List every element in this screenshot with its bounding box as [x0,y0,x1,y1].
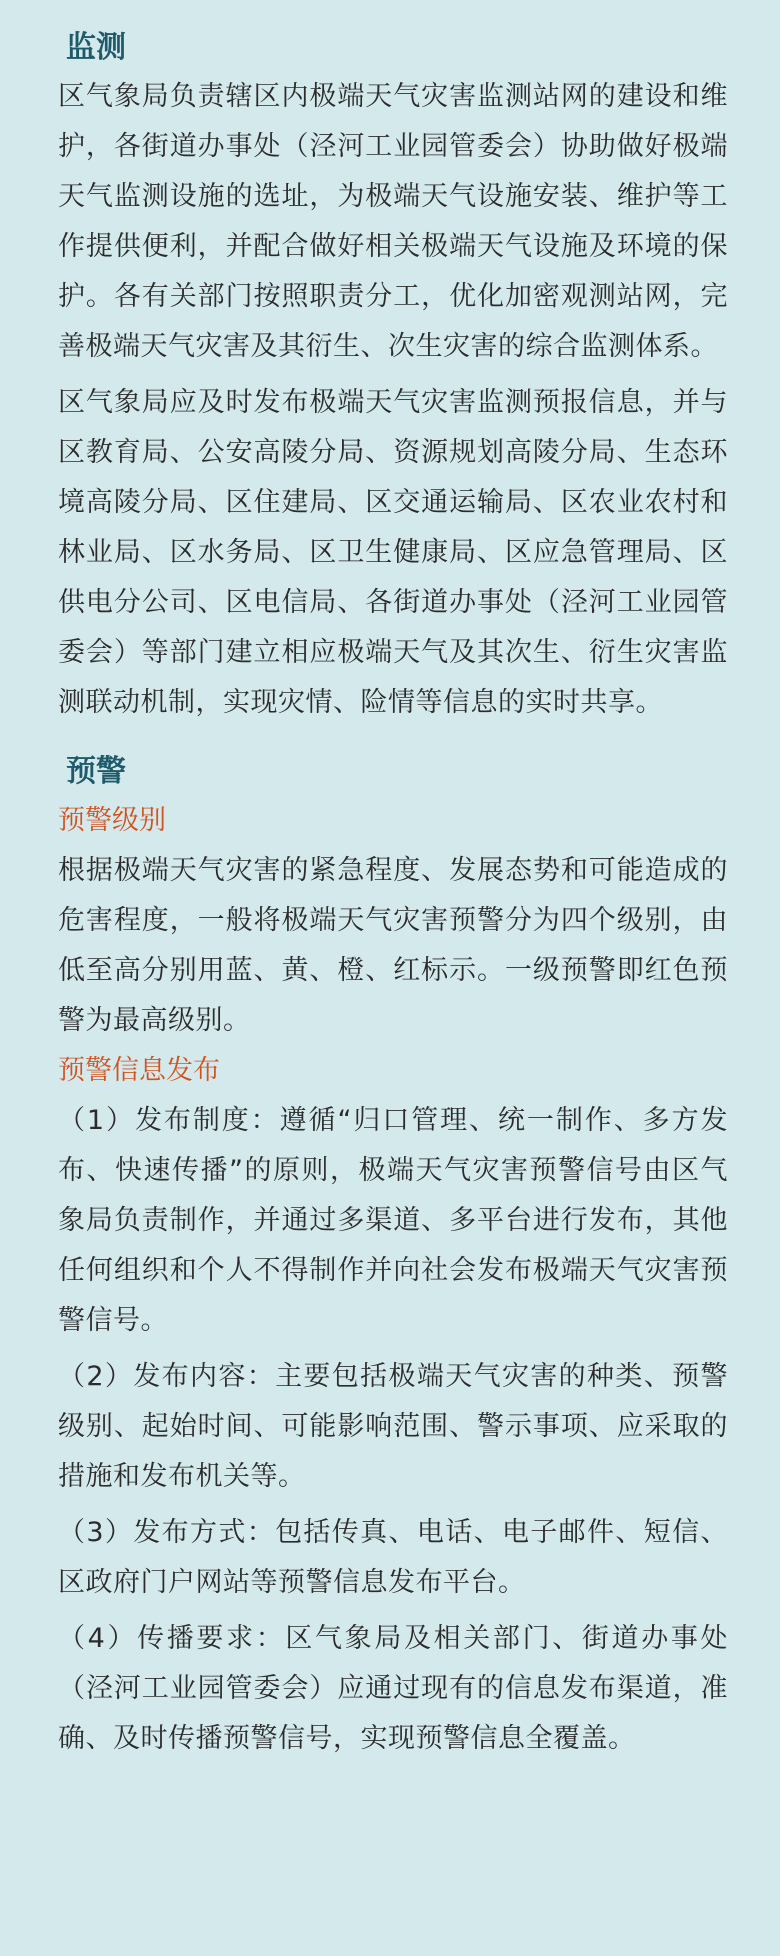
monitoring-paragraph: 区气象局应及时发布极端天气灾害监测预报信息，并与区教育局、公安高陵分局、资源规划高陵分局、生态环境高陵分局、区住建局、区交通运输局、区农业农村和林业局、区水务局、区卫生健康局、区应急管理局、区供电分公司、区电信局、各街道办事处（泾河工业园管委会）等部门建立相应极端天气及其次生、衍生灾害监测联动机制，实现灾情、险情等信息的实时共享。 [58,387,728,718]
release-item: （2）发布内容：主要包括极端天气灾害的种类、预警级别、起始时间、可能影响范围、警示事项、应采取的措施和发布机关等。 [58,1361,728,1492]
warning-level-paragraph: 根据极端天气灾害的紧急程度、发展态势和可能造成的危害程度，一般将极端天气灾害预警分为四个级别，由低至高分别用蓝、黄、橙、红标示。一级预警即红色预警为最高级别。 [58,855,728,1036]
monitoring-paragraph: 区气象局负责辖区内极端天气灾害监测站网的建设和维护，各街道办事处（泾河工业园管委会）协助做好极端天气监测设施的选址，为极端天气设施安装、维护等工作提供便利，并配合做好相关极端天气设施及环境的保护。各有关部门按照职责分工，优化加密观测站网，完善极端天气灾害及其衍生、次生灾害的综合监测体系。 [58,81,728,362]
release-item: （4）传播要求：区气象局及相关部门、街道办事处（泾河工业园管委会）应通过现有的信息发布渠道，准确、及时传播预警信号，实现预警信息全覆盖。 [58,1623,728,1754]
subheading-warning-level: 预警级别 [58,805,166,836]
release-item: （3）发布方式：包括传真、电话、电子邮件、短信、区政府门户网站等预警信息发布平台。 [58,1517,728,1598]
section-heading-monitoring: 监测 [66,30,126,65]
section-heading-warning: 预警 [66,754,126,789]
subheading-warning-release: 预警信息发布 [58,1055,220,1086]
release-item: （1）发布制度：遵循“归口管理、统一制作、多方发布、快速传播”的原则，极端天气灾害预警信号由区气象局负责制作，并通过多渠道、多平台进行发布，其他任何组织和个人不得制作并向社会发布极端天气灾害预警信号。 [58,1105,728,1336]
